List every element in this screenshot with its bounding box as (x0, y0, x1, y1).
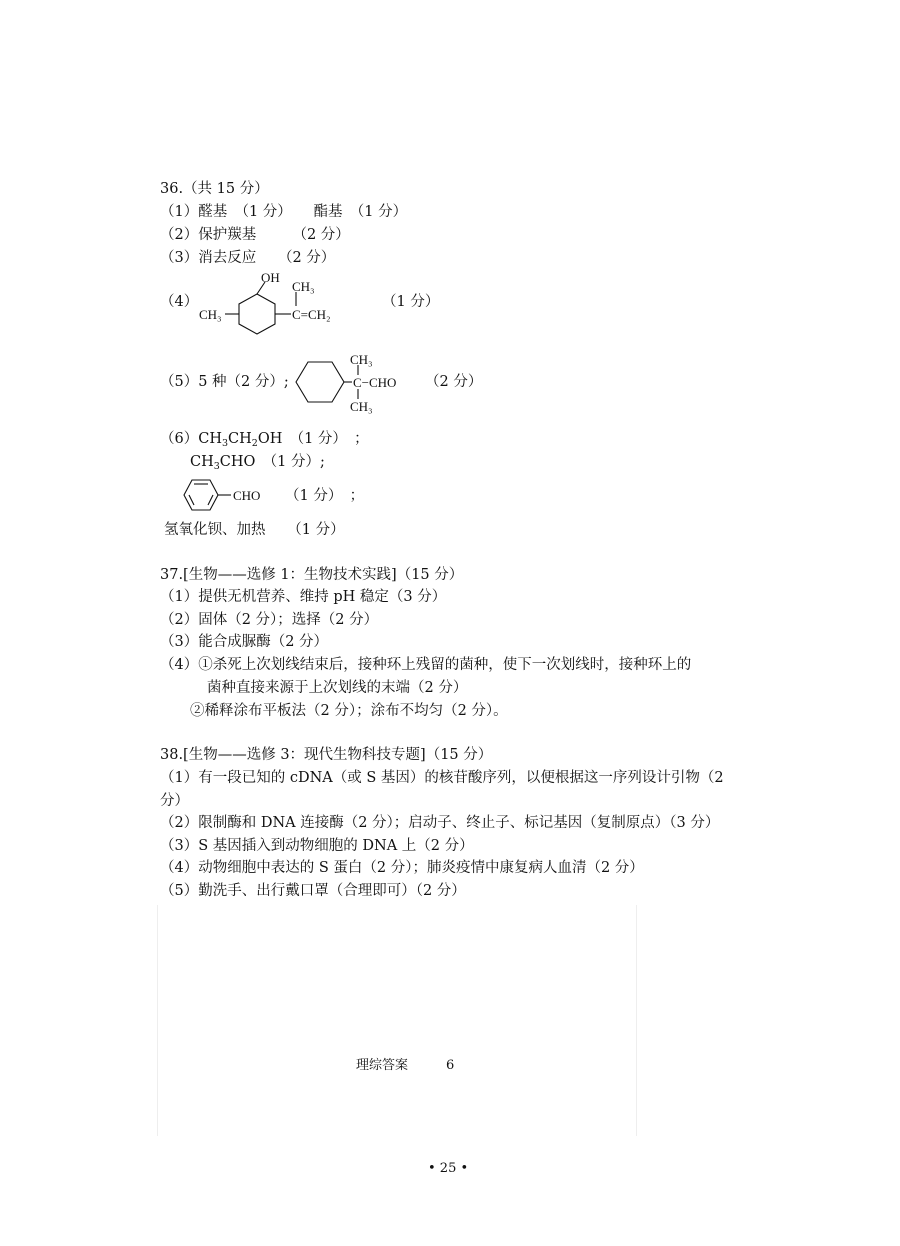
scan-line-left (157, 905, 158, 1136)
cyclohexane-ring-4 (239, 294, 275, 334)
q37-title: 37.[生物——选修 1：生物技术实践]（15 分） (160, 567, 464, 583)
q36-line-6d: 氢氧化钡、加热 （1 分） (164, 522, 345, 538)
q37-line-1: （1）提供无机营养、维持 pH 稳定（3 分） (160, 589, 447, 605)
q36-title: 36.（共 15 分） (160, 181, 269, 197)
q38-line-5: （5）勤洗手、出行戴口罩（合理即可）（2 分） (160, 883, 466, 899)
molecule-4-structure (195, 270, 355, 340)
q38-line-1b: 分） (160, 793, 189, 809)
q36-line-6c-score: （1 分） ； (285, 488, 365, 504)
double-bond-3 (189, 495, 194, 505)
page-number: • 25 • (428, 1161, 469, 1176)
q37-line-4b: 菌种直接来源于上次划线的末端（2 分） (207, 680, 468, 696)
q36-line-6: $(6)CH_3CH_2OH$ （1 分） ； (160, 431, 369, 449)
molecule-5-structure (292, 350, 432, 414)
q38-title: 38.[生物——选修 3：现代生物科技专题]（15 分） (160, 747, 493, 763)
ch3-top-label: CH₃ (350, 352, 373, 367)
double-bond-2 (208, 495, 213, 505)
footer-page-num: 6 (446, 1058, 455, 1073)
cho-label: C−CHO (353, 375, 397, 390)
q38-line-4: （4）动物细胞中表达的 S 蛋白（2 分）；肺炎疫情中康复病人血清（2 分） (160, 860, 644, 876)
q37-line-4a: （4）①杀死上次划线结束后，接种环上残留的菌种，使下一次划线时，接种环上的 (160, 657, 692, 673)
vinyl-label: C=CH₂ (292, 307, 331, 322)
q37-line-3: （3）能合成脲酶（2 分） (160, 634, 329, 650)
q36-line-4-label: （4） (160, 294, 199, 310)
q36-line-5-label: （5）5 种（2 分）; (160, 374, 289, 390)
q36-line-2: （2）保护羰基 （2 分） (160, 227, 350, 243)
ch3-left-label: CH₃ (199, 307, 222, 322)
ch3-top-label: CH₃ (292, 279, 315, 294)
cho-label: CHO (233, 488, 261, 503)
footer-label: 理综答案 (356, 1058, 409, 1073)
oh-label: OH (261, 270, 280, 285)
q36-line-6b: $CH_3CHO$ （1 分）; (190, 454, 325, 472)
q37-line-2: （2）固体（2 分）；选择（2 分） (160, 612, 379, 628)
ch3-bottom-label: CH₃ (350, 399, 373, 414)
benzaldehyde-structure (176, 475, 276, 515)
q38-line-2: （2）限制酶和 DNA 连接酶（2 分）；启动子、终止子、标记基因（复制原点）（3 分） (160, 815, 720, 831)
q37-line-4c: ②稀释涂布平板法（2 分）；涂布不均匀（2 分）。 (190, 703, 508, 719)
cyclohexane-ring-5 (296, 362, 344, 402)
q36-line-5-score: （2 分） (425, 374, 483, 390)
q38-line-1a: （1）有一段已知的 cDNA（或 S 基因）的核苷酸序列，以便根据这一序列设计引物（2 (160, 770, 724, 786)
q36-line-4-score: （1 分） (382, 294, 440, 310)
scan-line-right (636, 905, 637, 1136)
q36-line-1: （1）醛基 （1 分） 酯基 （1 分） (160, 204, 408, 220)
q38-line-3: （3）S 基因插入到动物细胞的 DNA 上（2 分） (160, 838, 474, 854)
q36-line-3: （3）消去反应 （2 分） (160, 250, 336, 266)
